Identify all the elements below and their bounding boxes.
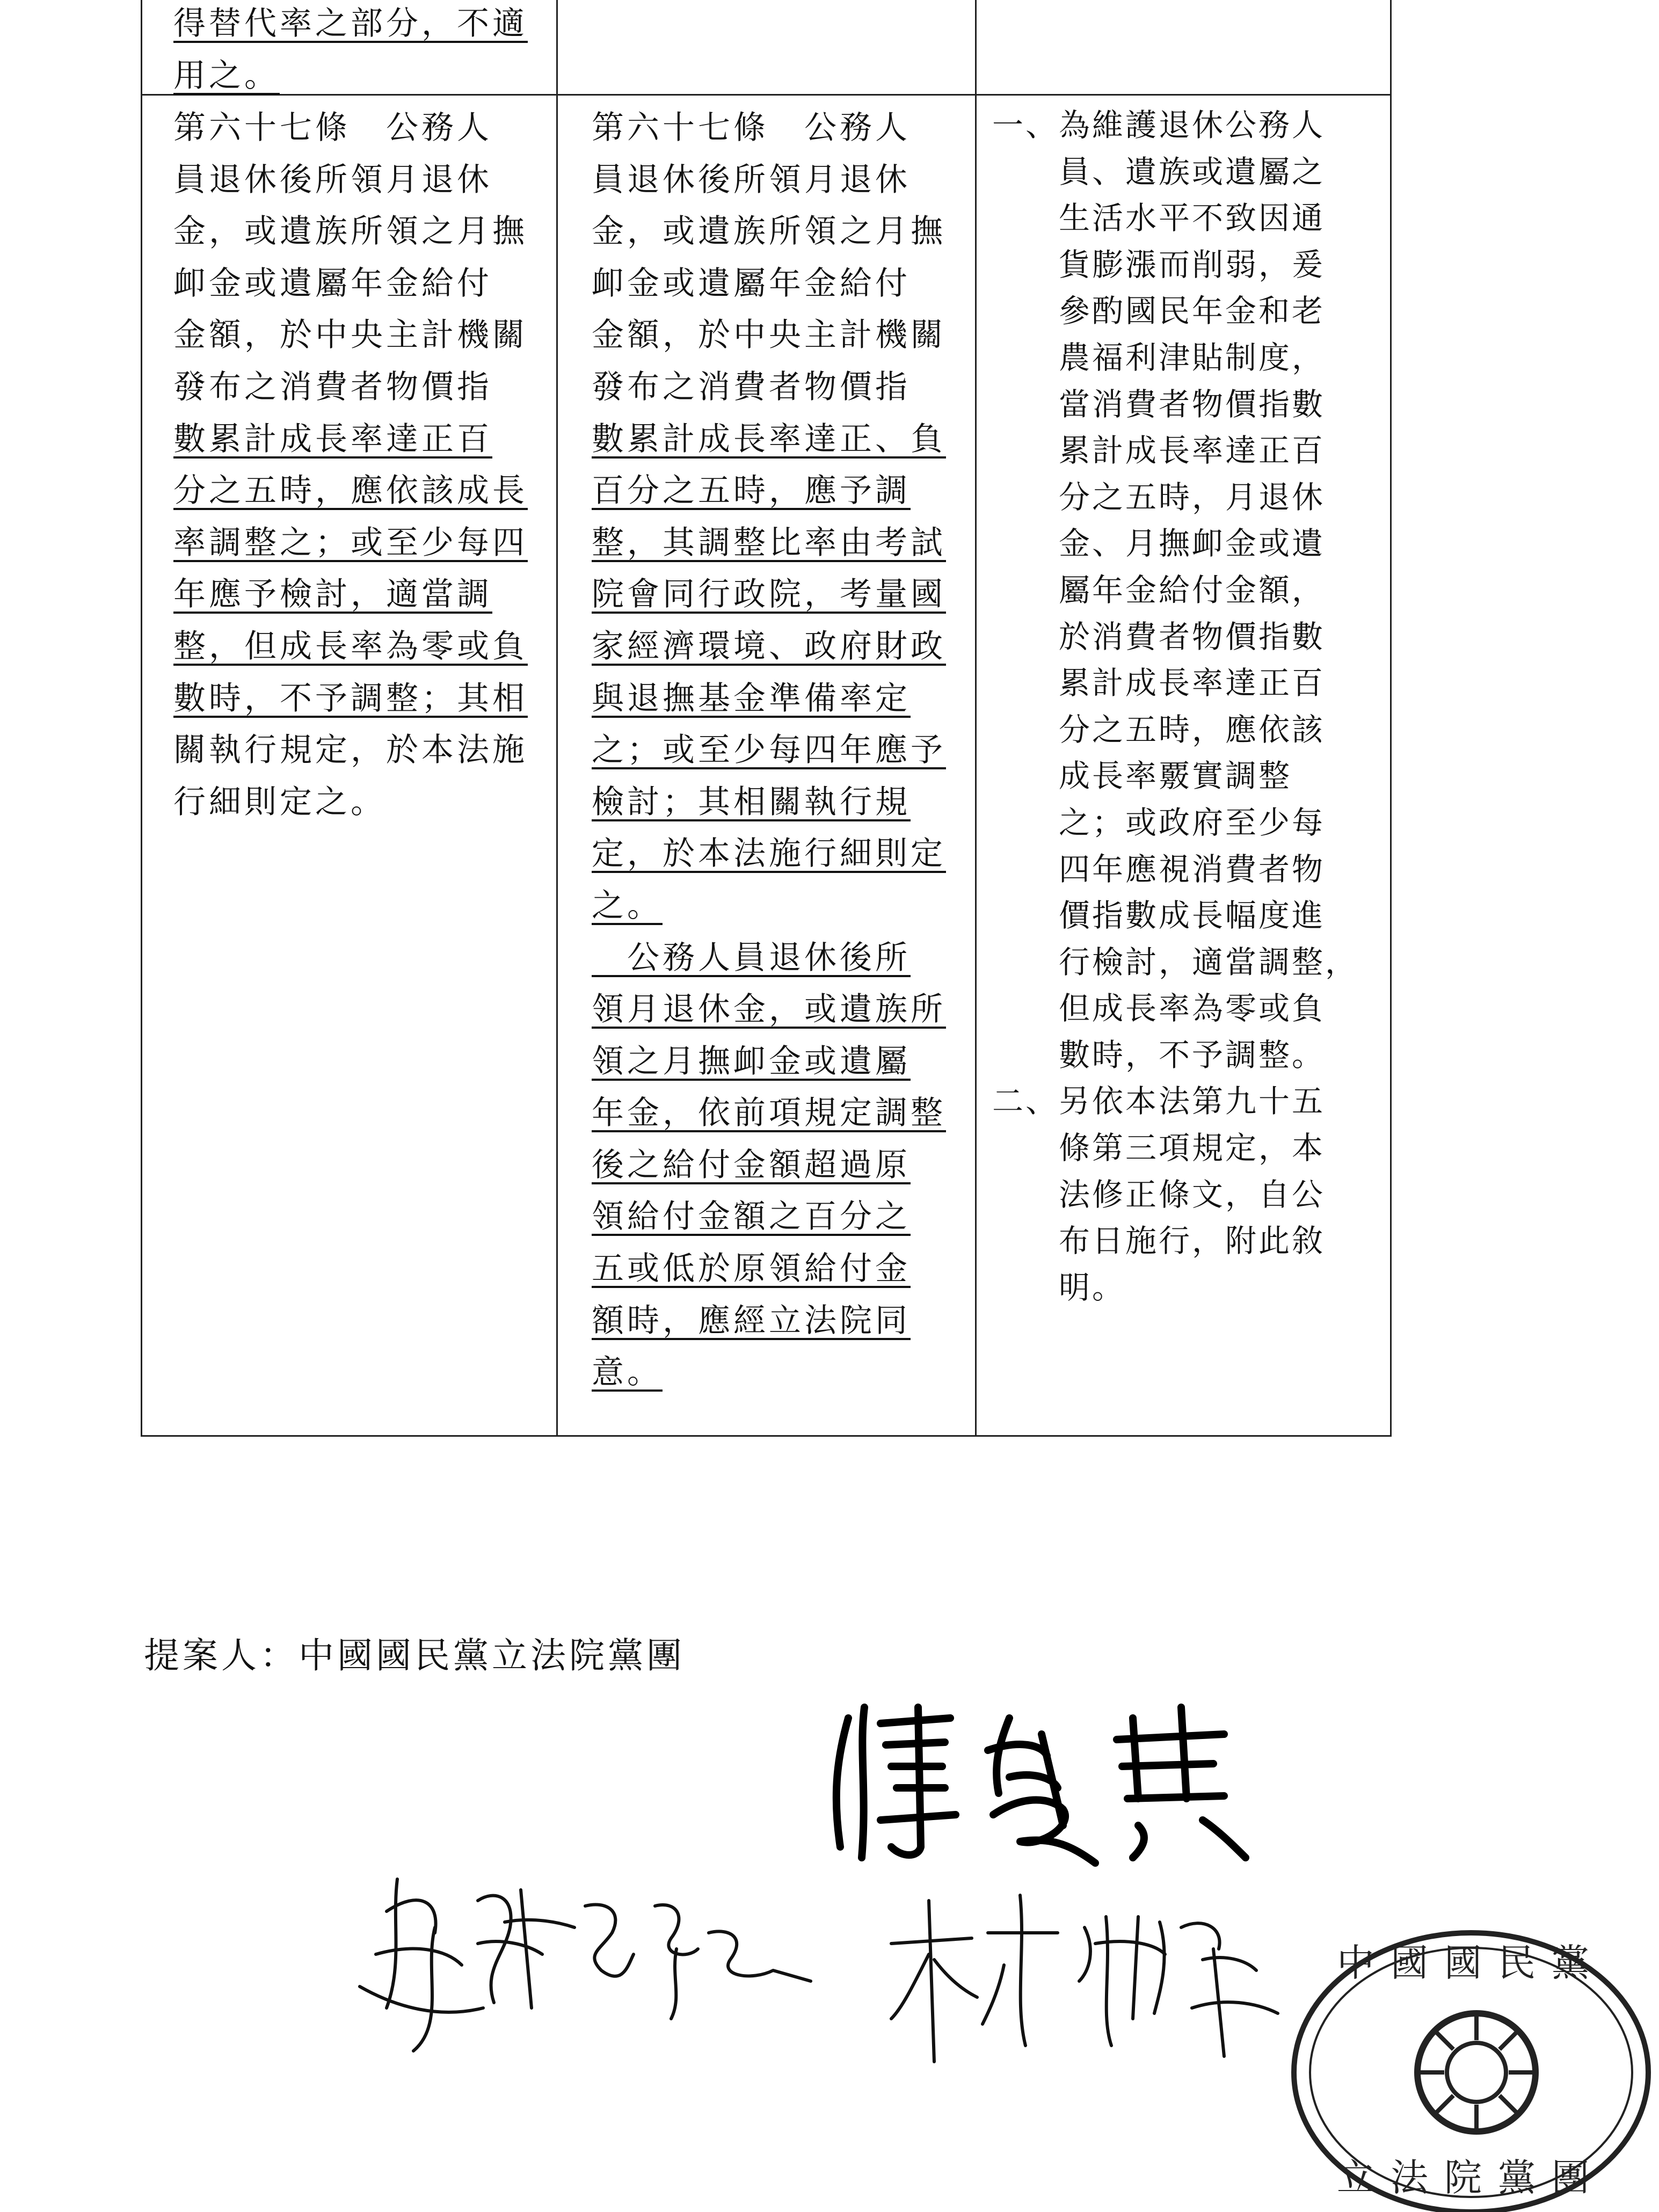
text-line: 員退休後所領月退休 bbox=[173, 161, 492, 199]
signature-lo bbox=[354, 1847, 816, 2062]
text-line: 得替代率之部分，不適 bbox=[173, 5, 528, 42]
seal-text-top: 中國國民黨 bbox=[1337, 1941, 1605, 1985]
text-line: 二、另依本法第九十五 bbox=[992, 1083, 1326, 1120]
text-line: 價指數成長幅度進 bbox=[992, 897, 1326, 934]
text-line: 之；或政府至少每 bbox=[992, 804, 1326, 841]
text-line: 額時，應經立法院同 bbox=[592, 1301, 911, 1340]
text-line: 貨膨漲而削弱，爰 bbox=[992, 246, 1326, 283]
text-line: 定，於本法施行細則定 bbox=[592, 835, 946, 873]
text-line: 院會同行政院，考量國 bbox=[592, 576, 946, 614]
text-line: 金額，於中央主計機關 bbox=[592, 316, 946, 354]
text-line: 之。 bbox=[592, 886, 663, 925]
text-line: 累計成長率達正百 bbox=[992, 665, 1326, 702]
text-line: 第六十七條 公務人 bbox=[173, 109, 492, 147]
text-line: 率調整之；或至少每四 bbox=[173, 523, 528, 562]
text-line: 但成長率為零或負 bbox=[992, 990, 1326, 1027]
text-line: 農福利津貼制度， bbox=[992, 339, 1326, 376]
text-line: 卹金或遺屬年金給付 bbox=[592, 264, 911, 302]
amended-text-column bbox=[592, 102, 946, 1399]
text-line: 後之給付金額超過原 bbox=[592, 1146, 911, 1184]
text-line: 參酌國民年金和老 bbox=[992, 293, 1326, 330]
text-line: 分之五時，應依該 bbox=[992, 711, 1326, 748]
seal-text-bottom: 立法院黨團 bbox=[1337, 2156, 1605, 2200]
text-line: 累計成長率達正百 bbox=[992, 432, 1326, 469]
text-line: 生活水平不致因通 bbox=[992, 200, 1326, 237]
top-row-current-text bbox=[173, 0, 528, 101]
signature-fu bbox=[816, 1686, 1299, 1868]
text-line: 用之。 bbox=[173, 56, 280, 94]
text-line: 金，或遺族所領之月撫 bbox=[173, 213, 528, 251]
text-line: 成長率覈實調整 bbox=[992, 758, 1292, 795]
text-line: 屬年金給付金額， bbox=[992, 571, 1326, 608]
text-line: 分之五時，月退休 bbox=[992, 478, 1326, 515]
text-line: 意。 bbox=[592, 1354, 663, 1392]
text-line: 發布之消費者物價指 bbox=[592, 368, 911, 406]
text-line: 整，但成長率為零或負 bbox=[173, 627, 528, 665]
text-line: 關執行規定，於本法施 bbox=[173, 731, 528, 769]
explanation-column bbox=[992, 102, 1358, 1311]
text-line: 金、月撫卹金或遺 bbox=[992, 525, 1326, 562]
text-line: 檢討；其相關執行規 bbox=[592, 783, 911, 821]
text-line: 分之五時，應依該成長 bbox=[173, 472, 528, 510]
text-line: 一、為維護退休公務人 bbox=[992, 107, 1326, 143]
text-line: 數時，不予調整。 bbox=[992, 1036, 1326, 1073]
text-line: 數累計成長率達正、負 bbox=[592, 420, 946, 458]
text-line: 公務人員退休後所 bbox=[592, 938, 911, 977]
text-line: 領給付金額之百分之 bbox=[592, 1198, 911, 1236]
text-line: 當消費者物價指數 bbox=[992, 385, 1326, 423]
proposer-line: 提案人：中國國民黨立法院黨團 bbox=[144, 1635, 685, 1676]
text-line: 領之月撫卹金或遺屬 bbox=[592, 1042, 911, 1080]
column-divider-1 bbox=[556, 0, 558, 1437]
text-line: 法修正條文，自公 bbox=[992, 1176, 1326, 1213]
text-line: 第六十七條 公務人 bbox=[592, 109, 911, 147]
text-line: 之；或至少每四年應予 bbox=[592, 731, 946, 769]
current-text-column bbox=[173, 102, 528, 828]
text-line: 四年應視消費者物 bbox=[992, 850, 1326, 887]
text-line: 整，其調整比率由考試 bbox=[592, 523, 946, 562]
text-line: 領月退休金，或遺族所 bbox=[592, 991, 946, 1029]
signature-lin bbox=[881, 1884, 1289, 2078]
text-line: 明。 bbox=[992, 1269, 1126, 1306]
party-seal bbox=[1278, 1911, 1654, 2212]
text-line: 數時，不予調整；其相 bbox=[173, 679, 528, 717]
text-line: 與退撫基金準備率定 bbox=[592, 679, 911, 717]
text-line: 員退休後所領月退休 bbox=[592, 161, 911, 199]
text-line: 家經濟環境、政府財政 bbox=[592, 627, 946, 665]
text-line: 布日施行，附此敘 bbox=[992, 1223, 1326, 1260]
text-line: 金，或遺族所領之月撫 bbox=[592, 213, 946, 251]
text-line: 行檢討，適當調整， bbox=[992, 943, 1359, 980]
text-line: 行細則定之。 bbox=[173, 783, 386, 821]
text-line: 員、遺族或遺屬之 bbox=[992, 153, 1326, 190]
text-line: 年應予檢討，適當調 bbox=[173, 576, 492, 614]
text-line: 五或低於原領給付金 bbox=[592, 1250, 911, 1288]
text-line: 卹金或遺屬年金給付 bbox=[173, 264, 492, 302]
text-line: 於消費者物價指數 bbox=[992, 618, 1326, 655]
text-line: 百分之五時，應予調 bbox=[592, 472, 911, 510]
text-line: 數累計成長率達正百 bbox=[173, 420, 492, 458]
text-line: 條第三項規定，本 bbox=[992, 1130, 1326, 1167]
column-divider-2 bbox=[975, 0, 977, 1437]
text-line: 發布之消費者物價指 bbox=[173, 368, 492, 406]
text-line: 年金，依前項規定調整 bbox=[592, 1094, 946, 1132]
text-line: 金額，於中央主計機關 bbox=[173, 316, 528, 354]
